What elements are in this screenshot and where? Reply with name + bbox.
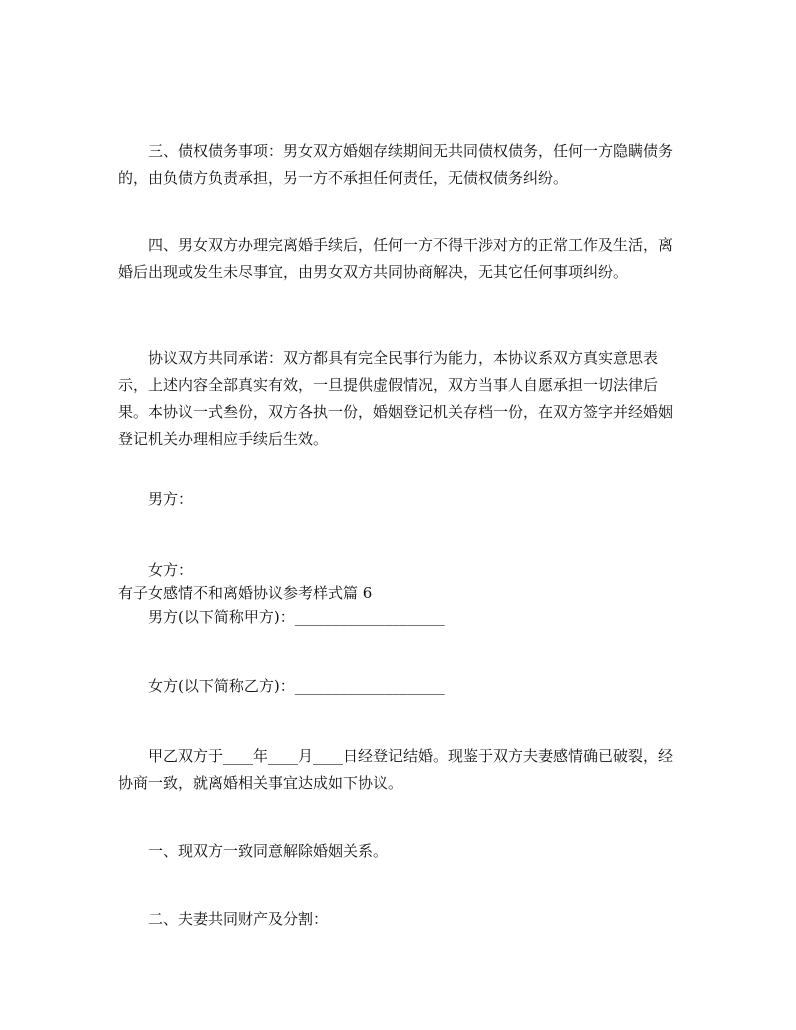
- debt-paragraph: 三、债权债务事项：男女双方婚姻存续期间无共同债权债务，任何一方隐瞒债务的，由负债方负责承担，另一方不承担任何责任，无债权债务纠纷。: [118, 142, 674, 187]
- marriage-paragraph: 甲乙双方于____年____月____日经登记结婚。现鉴于双方夫妻感情确已破裂，经协商一致，就离婚相关事宜达成如下协议。: [118, 747, 674, 792]
- promise-paragraph: 协议双方共同承诺：双方都具有完全民事行为能力，本协议系双方真实意思表示，上述内容全部真实有效，一旦提供虚假情况，双方当事人自愿承担一切法律后果。本协议一式叁份，双方各执一份，婚姻登记机关存档一份，在双方签字并经婚姻登记机关办理相应手续后生效。: [118, 349, 674, 448]
- male-signature-label: 男方：: [148, 490, 194, 508]
- clause-1: 一、现双方一致同意解除婚姻关系。: [148, 842, 389, 860]
- party-a-line: 男方(以下简称甲方)：____________________: [148, 608, 445, 626]
- clause-2: 二、夫妻共同财产及分割：: [148, 910, 329, 928]
- section-title: 有子女感情不和离婚协议参考样式篇 6: [118, 584, 373, 602]
- post-divorce-paragraph: 四、男女双方办理完离婚手续后，任何一方不得干涉对方的正常工作及生活，离婚后出现或发生未尽事宜，由男女双方共同协商解决，无其它任何事项纠纷。: [118, 236, 674, 281]
- party-b-line: 女方(以下简称乙方)：____________________: [148, 677, 445, 695]
- female-signature-label: 女方：: [148, 561, 194, 579]
